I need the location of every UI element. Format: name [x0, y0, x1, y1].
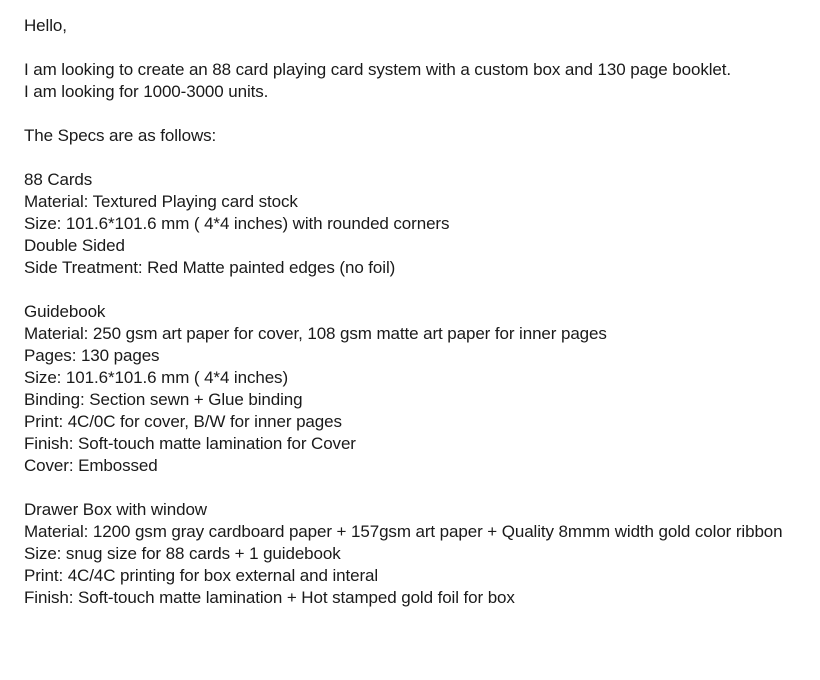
guidebook-spec-line: Cover: Embossed — [24, 456, 158, 475]
guidebook-spec-line: Material: 250 gsm art paper for cover, 108 gsm matte art paper for inner pages — [24, 324, 607, 343]
cards-spec-line: Side Treatment: Red Matte painted edges (no foil) — [24, 258, 396, 277]
box-spec-line: Material: 1200 gsm gray cardboard paper + 157gsm art paper + Quality 8mmm width gold color ribbon — [24, 522, 783, 541]
box-spec-line: Size: snug size for 88 cards + 1 guidebook — [24, 544, 341, 563]
specs-heading: The Specs are as follows: — [24, 126, 217, 145]
guidebook-spec-line: Finish: Soft-touch matte lamination for Cover — [24, 434, 356, 453]
greeting: Hello, — [24, 16, 67, 35]
paragraph-gap — [24, 147, 784, 169]
cards-spec-line: Material: Textured Playing card stock — [24, 192, 298, 211]
guidebook-spec-line: Pages: 130 pages — [24, 346, 160, 365]
box-spec-line: Print: 4C/4C printing for box external and interal — [24, 566, 379, 585]
paragraph-gap — [24, 477, 784, 499]
message-body — [24, 15, 784, 609]
cards-spec-line: Double Sided — [24, 236, 125, 255]
paragraph-gap — [24, 37, 784, 59]
guidebook-spec-line: Print: 4C/0C for cover, B/W for inner pages — [24, 412, 342, 431]
box-spec-line: Finish: Soft-touch matte lamination + Hot stamped gold foil for box — [24, 588, 515, 607]
paragraph-gap — [24, 279, 784, 301]
cards-spec-line: Size: 101.6*101.6 mm ( 4*4 inches) with rounded corners — [24, 214, 450, 233]
guidebook-spec-line: Binding: Section sewn + Glue binding — [24, 390, 303, 409]
intro-line: I am looking for 1000-3000 units. — [24, 82, 269, 101]
box-section-title: Drawer Box with window — [24, 500, 207, 519]
paragraph-gap — [24, 103, 784, 125]
cards-section-title: 88 Cards — [24, 170, 93, 189]
intro-line: I am looking to create an 88 card playing card system with a custom box and 130 page booklet. — [24, 60, 732, 79]
guidebook-section-title: Guidebook — [24, 302, 106, 321]
guidebook-spec-line: Size: 101.6*101.6 mm ( 4*4 inches) — [24, 368, 289, 387]
